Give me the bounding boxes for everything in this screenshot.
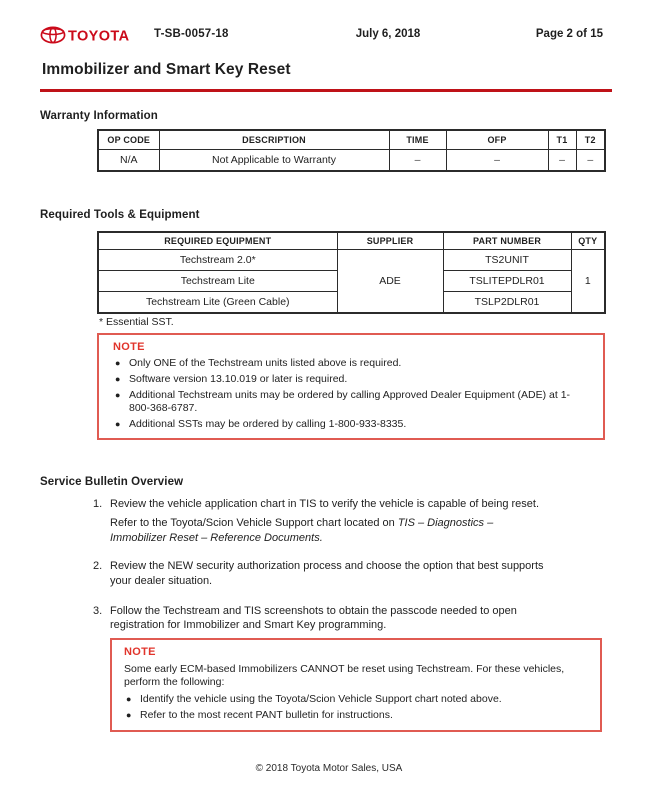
reference-path-italic: TIS – Diagnostics – [397,517,494,529]
essential-sst-footnote: * Essential SST. [99,316,174,328]
col-supplier: SUPPLIER [337,232,443,250]
note-label: NOTE [124,646,156,658]
overview-step-3 [110,604,590,632]
qty-value: 1 [571,250,605,314]
note-bullet-item [113,373,589,386]
toyota-logo-text: TOYOTA [68,28,130,45]
equipment-table [97,231,606,314]
reference-text: Refer to the Toyota/Scion Vehicle Support chart located on [110,517,398,529]
warranty-table [97,129,606,172]
part-number-value: TSLP2DLR01 [443,292,571,314]
col-part-number: PART NUMBER [443,232,571,250]
note-bullet-item [124,709,588,722]
note-bullet-list [124,693,588,722]
note-box-ecm [110,638,602,732]
col-ofp: OFP [446,130,548,150]
note-intro [124,663,588,689]
list-number-2: 2. [93,560,103,572]
overview-step-1-reference [110,516,590,545]
bullet-text: Additional SSTs may be ordered by calling 1-800-933-8335. [129,418,407,430]
warranty-header-row [98,130,605,150]
col-op-code: OP CODE [98,130,159,150]
t2-value: – [576,150,605,172]
op-code-value: N/A [98,150,159,172]
overview-step-2 [110,559,590,589]
step-3-line-2: registration for Immobilizer and Smart Key programming. [110,619,387,631]
note-bullet-item [124,693,588,706]
bullet-icon: ● [115,390,121,400]
warranty-data-row [98,150,605,172]
col-required-equipment: REQUIRED EQUIPMENT [98,232,337,250]
note-bullet-item [113,389,589,415]
part-number-value: TSLITEPDLR01 [443,271,571,292]
ofp-value: – [446,150,548,172]
note-label: NOTE [113,341,145,353]
note-intro-line-1: Some early ECM-based Immobilizers CANNOT be reset using Techstream. For these vehicles, [124,663,565,675]
bullet-text: Software version 13.10.019 or later is required. [129,373,348,385]
bullet-icon: ● [115,358,121,368]
bullet-text: Additional Techstream units may be ordered by calling Approved Dealer Equipment (ADE) at 1-800-368-6787. [129,389,571,414]
copyright-footer: © 2018 Toyota Motor Sales, USA [255,763,403,774]
title-rule [40,89,612,92]
note-intro-line-2: perform the following: [124,676,225,688]
reference-path-italic: Immobilizer Reset – Reference Documents. [110,531,323,544]
bullet-icon: ● [126,694,132,704]
col-description: DESCRIPTION [159,130,389,150]
equipment-row [98,250,605,271]
equipment-name: Techstream 2.0* [98,250,337,271]
description-value: Not Applicable to Warranty [159,150,389,172]
equipment-header-row [98,232,605,250]
bullet-icon: ● [115,419,121,429]
time-value: – [389,150,446,172]
note-bullet-item [113,357,589,370]
col-t1: T1 [548,130,576,150]
step-2-line-1: Review the NEW security authorization process and choose the option that best supports [110,560,544,572]
warranty-heading: Warranty Information [40,110,158,122]
equipment-name: Techstream Lite (Green Cable) [98,292,337,314]
supplier-value: ADE [337,250,443,314]
note-box-tools [97,333,605,440]
list-number-3: 3. [93,605,103,617]
bullet-icon: ● [115,374,121,384]
note-bullet-list [113,357,589,431]
step-3-line-1: Follow the Techstream and TIS screenshots to obtain the passcode needed to open [110,605,517,617]
toyota-logo-icon [40,23,132,47]
document-title: Immobilizer and Smart Key Reset [42,61,291,78]
col-time: TIME [389,130,446,150]
bullet-text: Only ONE of the Techstream units listed above is required. [129,357,402,369]
part-number-value: TS2UNIT [443,250,571,271]
col-qty: QTY [571,232,605,250]
overview-heading: Service Bulletin Overview [40,476,184,488]
page-indicator: Page 2 of 15 [535,28,603,40]
bullet-text: Refer to the most recent PANT bulletin for instructions. [140,709,393,721]
col-t2: T2 [576,130,605,150]
t1-value: – [548,150,576,172]
bulletin-number: T-SB-0057-18 [154,28,229,40]
bullet-text: Identify the vehicle using the Toyota/Scion Vehicle Support chart noted above. [140,693,502,705]
bullet-icon: ● [126,710,132,720]
list-number-1: 1. [93,498,103,510]
step-2-line-2: your dealer situation. [110,575,213,587]
equipment-name: Techstream Lite [98,271,337,292]
overview-step-1: Review the vehicle application chart in TIS to verify the vehicle is capable of being reset. [110,498,540,510]
tools-heading: Required Tools & Equipment [40,209,200,221]
note-bullet-item [113,418,589,431]
bulletin-date: July 6, 2018 [355,28,421,40]
